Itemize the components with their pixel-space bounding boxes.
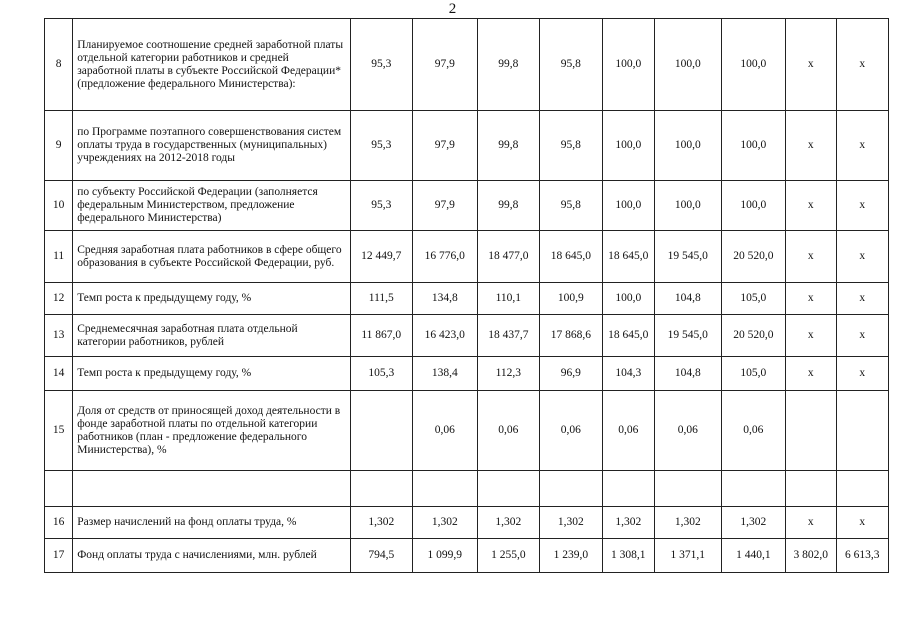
value-cell <box>721 471 786 507</box>
value-cell: x <box>836 357 889 391</box>
value-cell: 99,8 <box>477 111 540 181</box>
value-cell: x <box>836 181 889 231</box>
row-label: Темп роста к предыдущему году, % <box>73 283 350 315</box>
value-cell: 0,06 <box>540 391 603 471</box>
value-cell <box>477 471 540 507</box>
value-cell <box>655 471 722 507</box>
value-cell <box>786 471 836 507</box>
row-number: 8 <box>45 19 73 111</box>
row-number: 12 <box>45 283 73 315</box>
row-label: Средняя заработная плата работников в сфере общего образования в субъекте Российской Федерации, руб. <box>73 231 350 283</box>
row-label: по Программе поэтапного совершенствования систем оплаты труда в государственных (муниципальных) учреждениях на 2012-2018 годы <box>73 111 350 181</box>
value-cell: x <box>786 181 836 231</box>
value-cell: 95,3 <box>350 181 413 231</box>
value-cell: 18 645,0 <box>602 315 654 357</box>
value-cell: 97,9 <box>413 111 478 181</box>
table-row <box>45 391 889 471</box>
value-cell: 112,3 <box>477 357 540 391</box>
table-row <box>45 231 889 283</box>
value-cell <box>413 471 478 507</box>
value-cell: 100,0 <box>655 19 722 111</box>
value-cell: 104,3 <box>602 357 654 391</box>
value-cell: 95,3 <box>350 19 413 111</box>
value-cell: x <box>786 231 836 283</box>
value-cell: 110,1 <box>477 283 540 315</box>
table-row <box>45 111 889 181</box>
value-cell: 104,8 <box>655 357 722 391</box>
page-number: 2 <box>448 1 457 17</box>
row-label: Темп роста к предыдущему году, % <box>73 357 350 391</box>
value-cell: 105,3 <box>350 357 413 391</box>
value-cell <box>786 391 836 471</box>
value-cell: 20 520,0 <box>721 315 786 357</box>
table-row <box>45 357 889 391</box>
row-number: 13 <box>45 315 73 357</box>
row-number <box>45 471 73 507</box>
value-cell: x <box>836 111 889 181</box>
value-cell: 100,0 <box>602 111 654 181</box>
value-cell: 95,8 <box>540 181 603 231</box>
value-cell: x <box>786 111 836 181</box>
value-cell: 99,8 <box>477 19 540 111</box>
value-cell: 1,302 <box>477 507 540 539</box>
row-label <box>73 471 350 507</box>
value-cell: 95,8 <box>540 19 603 111</box>
value-cell: 111,5 <box>350 283 413 315</box>
row-number: 9 <box>45 111 73 181</box>
table-row <box>45 19 889 111</box>
value-cell: 16 423,0 <box>413 315 478 357</box>
value-cell: 0,06 <box>477 391 540 471</box>
value-cell: 0,06 <box>655 391 722 471</box>
value-cell: 1 440,1 <box>721 539 786 573</box>
value-cell: 1,302 <box>721 507 786 539</box>
row-label: Размер начислений на фонд оплаты труда, % <box>73 507 350 539</box>
table-row <box>45 471 889 507</box>
row-number: 11 <box>45 231 73 283</box>
value-cell: 100,0 <box>655 111 722 181</box>
value-cell: 99,8 <box>477 181 540 231</box>
value-cell: 95,8 <box>540 111 603 181</box>
value-cell: 100,0 <box>602 283 654 315</box>
value-cell <box>602 471 654 507</box>
value-cell: 16 776,0 <box>413 231 478 283</box>
value-cell: 1 255,0 <box>477 539 540 573</box>
value-cell: 104,8 <box>655 283 722 315</box>
table-row <box>45 507 889 539</box>
row-number: 16 <box>45 507 73 539</box>
value-cell: 100,0 <box>602 19 654 111</box>
value-cell: x <box>836 315 889 357</box>
value-cell: 11 867,0 <box>350 315 413 357</box>
value-cell: 20 520,0 <box>721 231 786 283</box>
row-label: по субъекту Российской Федерации (заполняется федеральным Министерством, предложение федерального Министерства) <box>73 181 350 231</box>
value-cell: 19 545,0 <box>655 231 722 283</box>
value-cell: 0,06 <box>602 391 654 471</box>
value-cell: 1,302 <box>540 507 603 539</box>
value-cell: 17 868,6 <box>540 315 603 357</box>
value-cell: 95,3 <box>350 111 413 181</box>
value-cell: x <box>786 357 836 391</box>
value-cell: 18 645,0 <box>540 231 603 283</box>
table-row <box>45 283 889 315</box>
value-cell <box>836 391 889 471</box>
table-row <box>45 181 889 231</box>
value-cell <box>540 471 603 507</box>
value-cell: x <box>836 231 889 283</box>
value-cell: 794,5 <box>350 539 413 573</box>
value-cell: 97,9 <box>413 19 478 111</box>
value-cell: 1 308,1 <box>602 539 654 573</box>
value-cell: 138,4 <box>413 357 478 391</box>
value-cell: 12 449,7 <box>350 231 413 283</box>
row-number: 17 <box>45 539 73 573</box>
value-cell: 100,0 <box>655 181 722 231</box>
value-cell: 1,302 <box>350 507 413 539</box>
value-cell: 100,0 <box>602 181 654 231</box>
value-cell: x <box>786 19 836 111</box>
row-number: 14 <box>45 357 73 391</box>
value-cell: 18 645,0 <box>602 231 654 283</box>
row-number: 10 <box>45 181 73 231</box>
value-cell <box>350 391 413 471</box>
value-cell: 100,0 <box>721 19 786 111</box>
row-label: Доля от средств от приносящей доход деятельности в фонде заработной платы по отдельной категории работников (план - предложение федерального Министерства), % <box>73 391 350 471</box>
value-cell: 97,9 <box>413 181 478 231</box>
value-cell: 1,302 <box>655 507 722 539</box>
value-cell <box>350 471 413 507</box>
value-cell: 18 437,7 <box>477 315 540 357</box>
data-table <box>44 18 889 573</box>
value-cell: 1,302 <box>602 507 654 539</box>
value-cell: 100,0 <box>721 111 786 181</box>
value-cell: x <box>786 283 836 315</box>
value-cell: 1 371,1 <box>655 539 722 573</box>
value-cell: 1,302 <box>413 507 478 539</box>
value-cell: 96,9 <box>540 357 603 391</box>
value-cell: 105,0 <box>721 357 786 391</box>
value-cell: 134,8 <box>413 283 478 315</box>
value-cell: 1 099,9 <box>413 539 478 573</box>
value-cell: 100,0 <box>721 181 786 231</box>
table-row <box>45 539 889 573</box>
row-label: Фонд оплаты труда с начислениями, млн. рублей <box>73 539 350 573</box>
value-cell: x <box>786 315 836 357</box>
row-label: Планируемое соотношение средней заработной платы отдельной категории работников и средней заработной платы в субъекте Российской Федерации*(предложение федерального Министерства): <box>73 19 350 111</box>
value-cell: 100,9 <box>540 283 603 315</box>
value-cell: 19 545,0 <box>655 315 722 357</box>
value-cell: 1 239,0 <box>540 539 603 573</box>
value-cell: x <box>836 507 889 539</box>
value-cell: 0,06 <box>413 391 478 471</box>
value-cell <box>836 471 889 507</box>
value-cell: 105,0 <box>721 283 786 315</box>
value-cell: x <box>786 507 836 539</box>
value-cell: x <box>836 19 889 111</box>
value-cell: x <box>836 283 889 315</box>
row-label: Среднемесячная заработная плата отдельной категории работников, рублей <box>73 315 350 357</box>
value-cell: 6 613,3 <box>836 539 889 573</box>
table-row <box>45 315 889 357</box>
row-number: 15 <box>45 391 73 471</box>
value-cell: 3 802,0 <box>786 539 836 573</box>
value-cell: 18 477,0 <box>477 231 540 283</box>
value-cell: 0,06 <box>721 391 786 471</box>
